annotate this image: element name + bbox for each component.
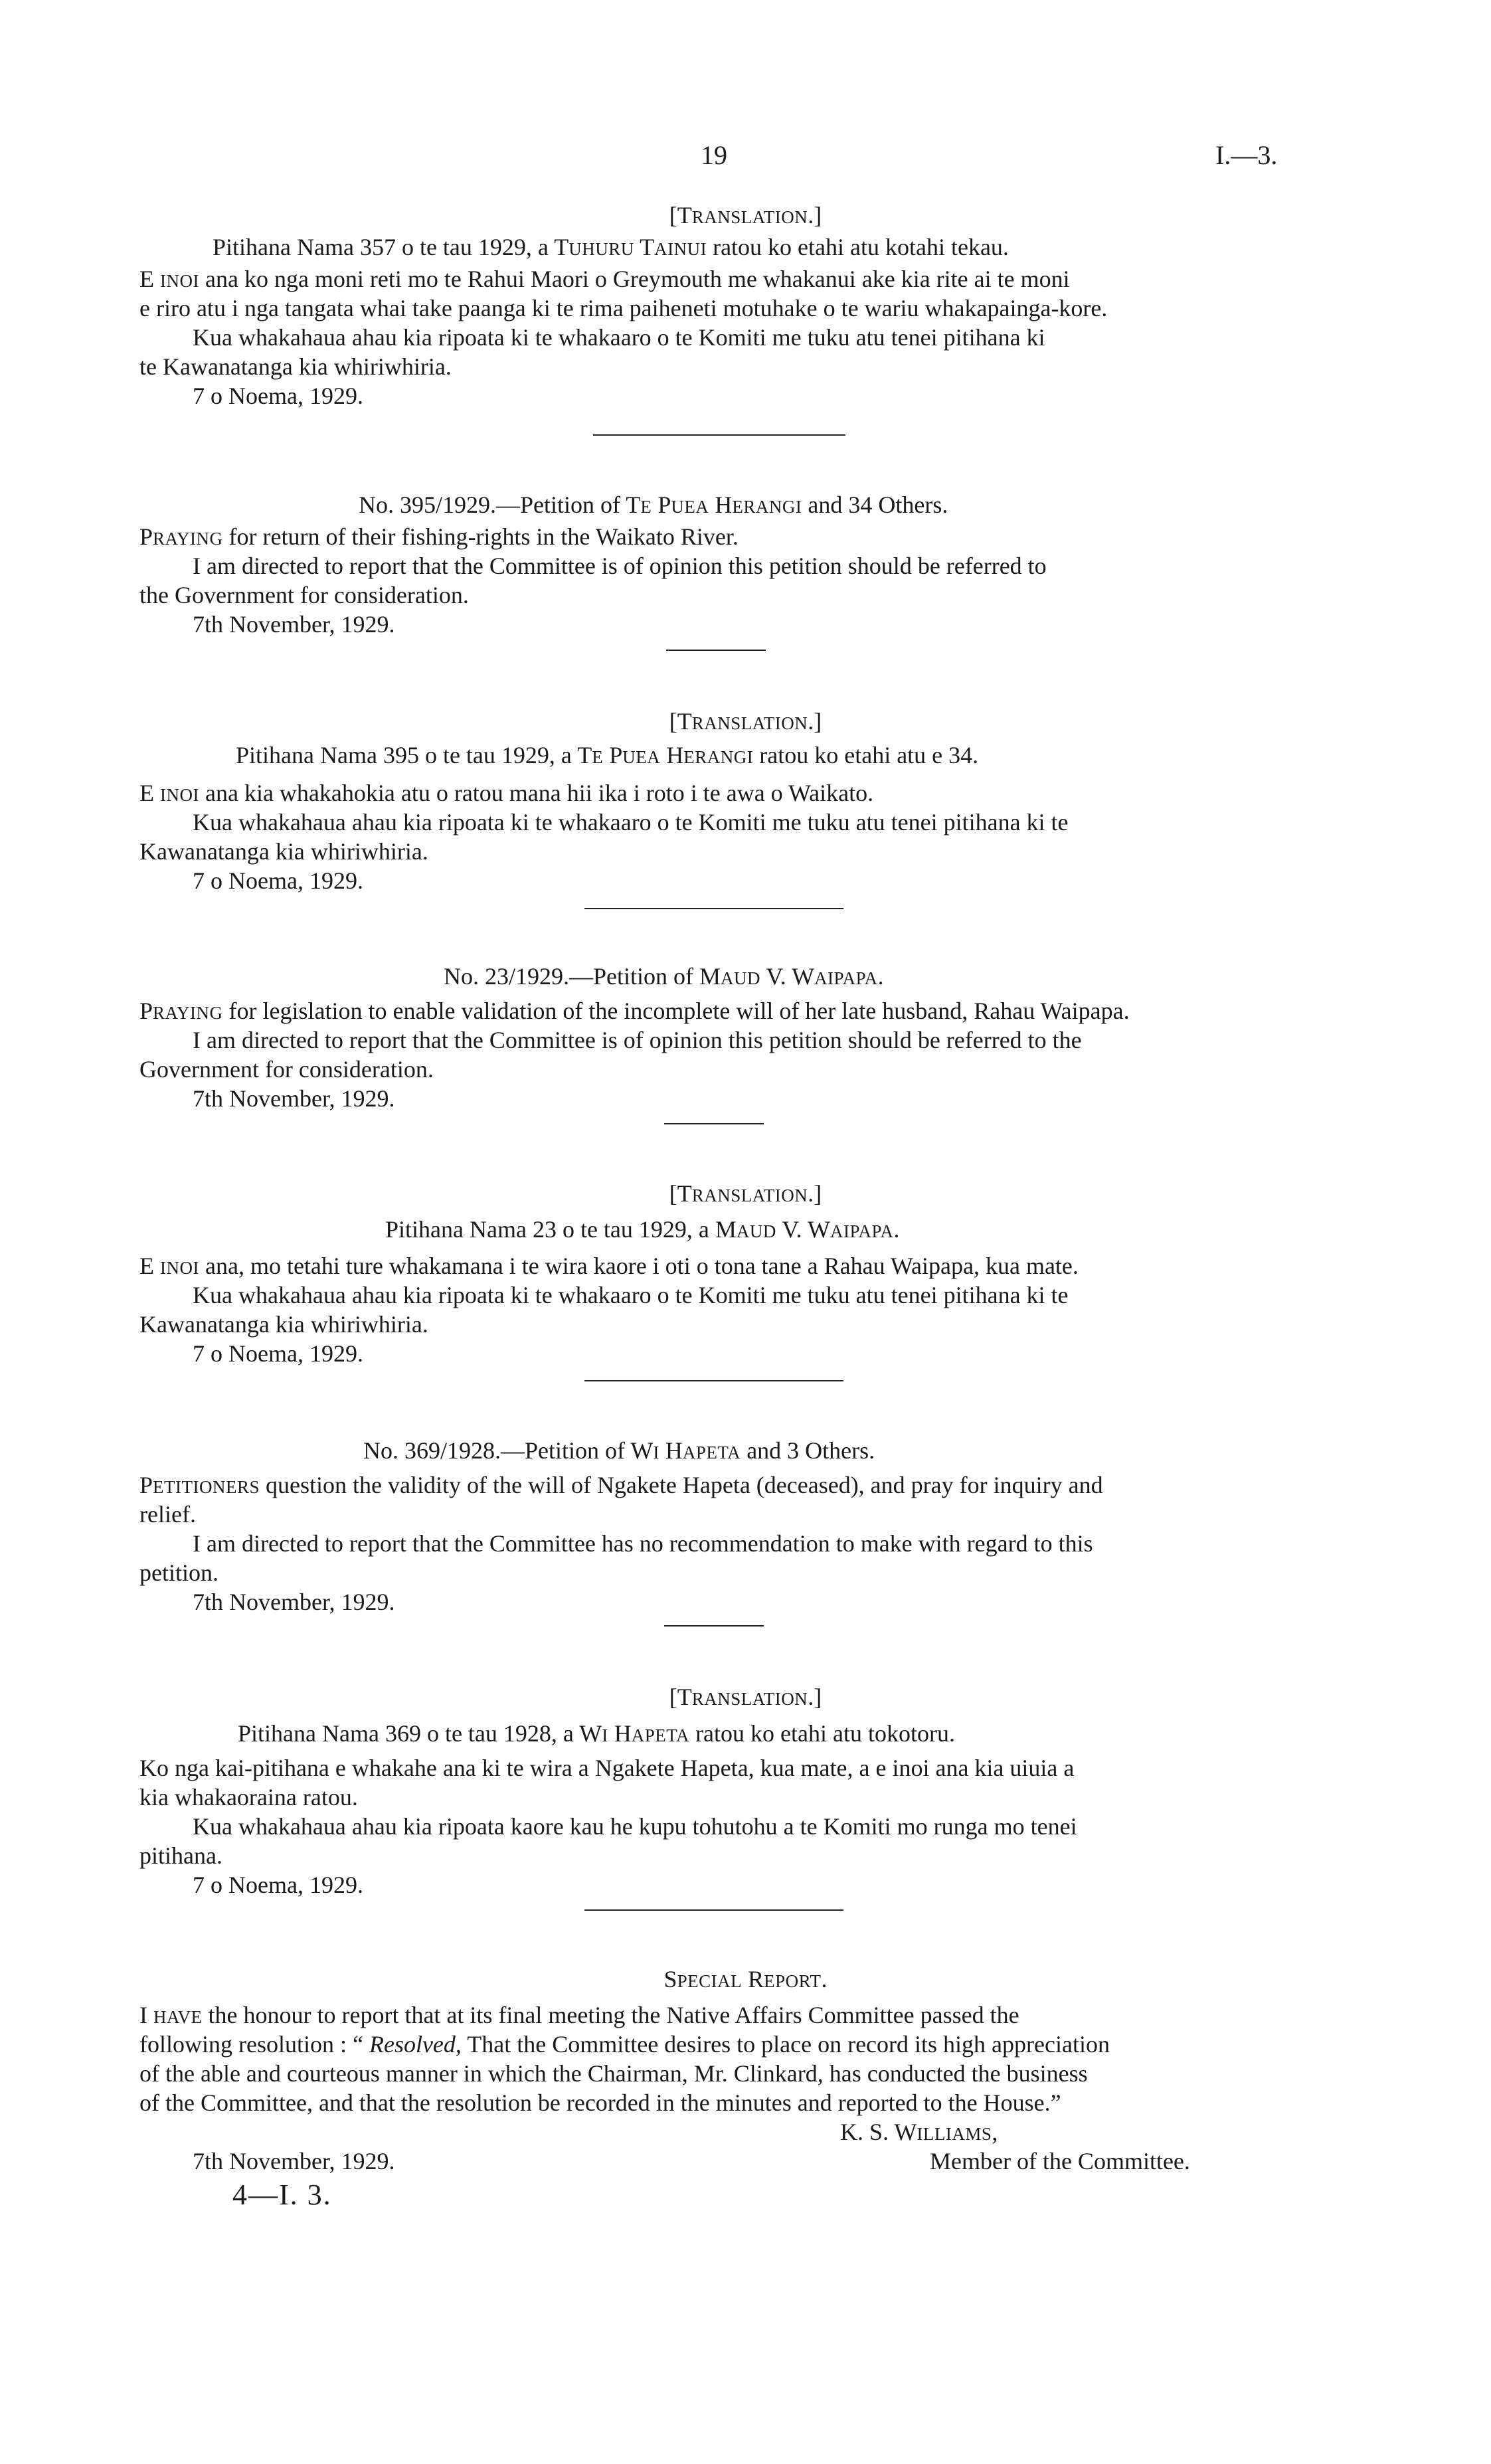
date-line: 7 o Noema, 1929.: [193, 1872, 363, 1898]
paragraph-line: Kua whakahaua ahau kia ripoata ki te whakaaro o te Komiti me tuku atu tenei pitihana ki te: [193, 1282, 1069, 1308]
page-number: 19: [701, 140, 727, 170]
section-divider: [666, 650, 766, 651]
paragraph-line: following resolution : “ Resolved, That the Committee desires to place on record its high appreciation: [139, 2031, 1110, 2058]
paragraph-line: of the Committee, and that the resolution be recorded in the minutes and reported to the House.”: [139, 2089, 1061, 2116]
signer-name: K. S. WILLIAMS,: [840, 2119, 998, 2145]
section-title: No. 369/1928.—Petition of WI HAPETA and 3 Others.: [363, 1437, 875, 1464]
paragraph-line: Government for consideration.: [139, 1056, 434, 1083]
paragraph-line: the Government for consideration.: [139, 582, 469, 608]
paragraph-line: E INOI ana ko nga moni reti mo te Rahui Maori o Greymouth me whakanui ake kia rite ai te moni: [139, 266, 1070, 292]
paragraph-line: E INOI ana kia whakahokia atu o ratou mana hii ika i roto i te awa o Waikato.: [139, 780, 874, 806]
section-divider: [593, 434, 845, 436]
date-line: 7th November, 1929.: [193, 2148, 395, 2174]
date-line: 7th November, 1929.: [193, 611, 395, 638]
paragraph-line: PRAYING for return of their fishing-rights in the Waikato River.: [139, 523, 739, 550]
paragraph-line: PRAYING for legislation to enable validation of the incomplete will of her late husband, Rahau Waipapa.: [139, 998, 1130, 1024]
paragraph-line: kia whakaoraina ratou.: [139, 1784, 358, 1810]
translation-heading-4: [TRANSLATION.]: [669, 1684, 822, 1710]
paragraph-line: relief.: [139, 1501, 196, 1528]
paragraph-line: petition.: [139, 1559, 219, 1586]
section-title: Pitihana Nama 357 o te tau 1929, a TUHURU TAINUI ratou ko etahi atu kotahi tekau.: [213, 234, 1009, 260]
paragraph-line: Kawanatanga kia whiriwhiria.: [139, 838, 428, 865]
paragraph-line: I am directed to report that the Committee is of opinion this petition should be referred to: [193, 553, 1047, 579]
paragraph-line: Kua whakahaua ahau kia ripoata kaore kau he kupu tohutohu a te Komiti mo runga mo tenei: [193, 1813, 1077, 1840]
translation-heading-2: [TRANSLATION.]: [669, 708, 822, 735]
date-line: 7th November, 1929.: [193, 1589, 395, 1615]
date-line: 7 o Noema, 1929.: [193, 383, 363, 409]
date-line: 7th November, 1929.: [193, 1085, 395, 1112]
paragraph-line: e riro atu i nga tangata whai take paanga ki te rima paiheneti motuhake o te wariu whakapainga-kore.: [139, 295, 1108, 321]
paragraph-line: I am directed to report that the Committee has no recommendation to make with regard to this: [193, 1530, 1093, 1557]
signature-mark: 4—I. 3.: [232, 2178, 332, 2211]
section-divider: [664, 1625, 764, 1627]
paragraph-line: Kua whakahaua ahau kia ripoata ki te whakaaro o te Komiti me tuku atu tenei pitihana ki: [193, 324, 1045, 351]
special-report-heading: SPECIAL REPORT.: [663, 1966, 828, 1992]
section-title: Pitihana Nama 395 o te tau 1929, a TE PUEA HERANGI ratou ko etahi atu e 34.: [236, 742, 979, 768]
document-code: I.—3.: [1215, 140, 1278, 170]
section-divider: [584, 908, 843, 909]
paragraph-line: I am directed to report that the Committee is of opinion this petition should be referred to the: [193, 1027, 1082, 1053]
paragraph-line: Ko nga kai-pitihana e whakahe ana ki te wira a Ngakete Hapeta, kua mate, a e inoi ana kia uiuia a: [139, 1755, 1075, 1781]
section-title: No. 395/1929.—Petition of TE PUEA HERANGI and 34 Others.: [359, 491, 948, 518]
paragraph-line: Kawanatanga kia whiriwhiria.: [139, 1311, 428, 1338]
section-divider: [584, 1380, 843, 1381]
paragraph-line: E INOI ana, mo tetahi ture whakamana i te wira kaore i oti o tona tane a Rahau Waipapa, kua mate.: [139, 1253, 1079, 1279]
section-divider: [664, 1123, 764, 1124]
date-line: 7 o Noema, 1929.: [193, 1340, 363, 1367]
paragraph-line: of the able and courteous manner in which the Chairman, Mr. Clinkard, has conducted the business: [139, 2060, 1088, 2087]
section-divider: [584, 1909, 843, 1911]
translation-heading-1: [TRANSLATION.]: [669, 202, 822, 228]
translation-heading-3: [TRANSLATION.]: [669, 1180, 822, 1207]
paragraph-line: Kua whakahaua ahau kia ripoata ki te whakaaro o te Komiti me tuku atu tenei pitihana ki te: [193, 809, 1069, 836]
paragraph-line: PETITIONERS question the validity of the will of Ngakete Hapeta (deceased), and pray for inquiry and: [139, 1472, 1103, 1498]
section-title: Pitihana Nama 369 o te tau 1928, a WI HAPETA ratou ko etahi atu tokotoru.: [238, 1720, 955, 1747]
section-title: No. 23/1929.—Petition of MAUD V. WAIPAPA.: [444, 963, 884, 990]
date-line: 7 o Noema, 1929.: [193, 867, 363, 894]
paragraph-line: te Kawanatanga kia whiriwhiria.: [139, 353, 452, 380]
paragraph-line: pitihana.: [139, 1842, 222, 1869]
signer-role: Member of the Committee.: [930, 2148, 1190, 2174]
section-title: Pitihana Nama 23 o te tau 1929, a MAUD V. WAIPAPA.: [385, 1216, 900, 1243]
paragraph-line: I HAVE the honour to report that at its final meeting the Native Affairs Committee passed the: [139, 2002, 1019, 2028]
